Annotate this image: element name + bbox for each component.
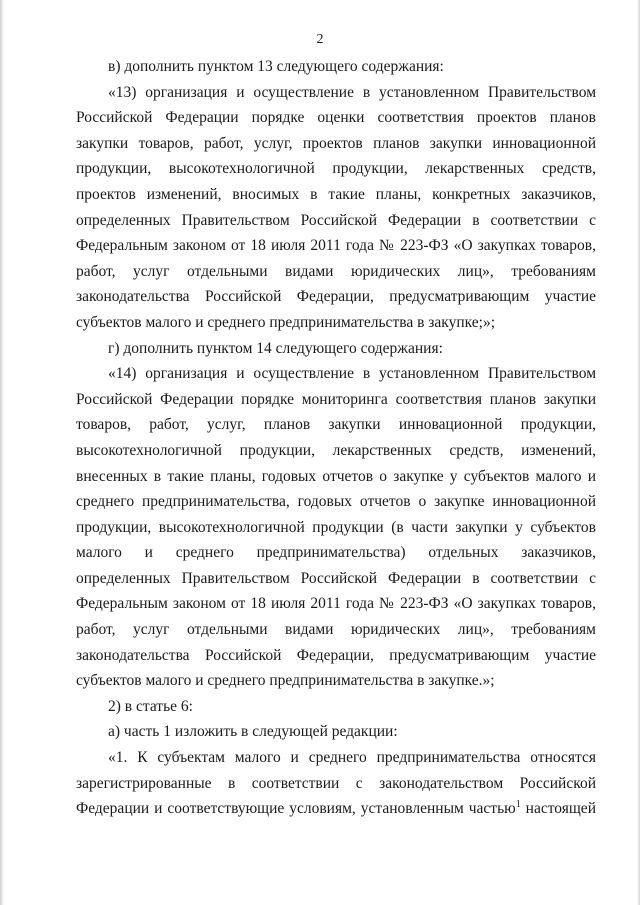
paragraph-item-v: в) дополнить пунктом 13 следующего содержания: (108, 58, 444, 75)
part-1-superscript: 1 (515, 799, 521, 811)
paragraph-point-14: «14) организация и осуществление в установленном Правительством Российской Федерации порядке мониторинга соответствия планов закупки товаров, работ, услуг, планов закупки инновационной продукции, высокотехнологичной продукции, лекарственных средств, изменений, внесенных в такие планы, годовых отчетов о закупке у субъектов малого и среднего предпринимательства, годовых отчетов о закупке инновационной продукции, высокотехнологичной продукции (в части закупки у субъектов малого и среднего предпринимательства) отдельных заказчиков, определенных Правительством Российской Федерации в соответствии с Федеральным законом от 18 июля 2011 года № 223-ФЗ «О закупках товаров, работ, услуг отдельными видами юридических лиц», требованиям законодательства Российской Федерации, предусматривающим участие субъектов малого и среднего предпринимательства в закупке.»; (76, 365, 596, 690)
part-1-text: «1. К субъектам малого и среднего предпринимательства относятся зарегистрированные в соответствии с законодательством Российской Федерации и соответствующие условиям, установленным частью (76, 749, 596, 818)
page-number: 2 (316, 32, 324, 47)
paragraph-article-6: 2) в статье 6: (108, 697, 193, 715)
paragraph-part-1: а) часть 1 изложить в следующей редакции: (108, 723, 398, 741)
paragraph-point-13: «13) организация и осуществление в установленном Правительством Российской Федерации порядке оценки соответствия проектов планов закупки товаров, работ, услуг, проектов планов закупки инновационной продукции, высокотехнологичной продукции, лекарственных средств, проектов изменений, вносимых в такие планы, конкретных заказчиков, определенных Правительством Российской Федерации в соответствии с Федеральным законом от 18 июля 2011 года № 223-ФЗ «О закупках товаров, работ, услуг отдельными видами юридических лиц», требованиям законодательства Российской Федерации, предусматривающим участие субъектов малого и среднего предпринимательства в закупке;»; (76, 83, 596, 331)
paragraph-item-g: г) дополнить пунктом 14 следующего содержания: (108, 339, 443, 357)
document-body (76, 54, 596, 822)
part-1-tail: настоящей (520, 800, 596, 818)
scan-edge-left (0, 0, 4, 905)
paragraph-part-1-text (76, 745, 596, 822)
